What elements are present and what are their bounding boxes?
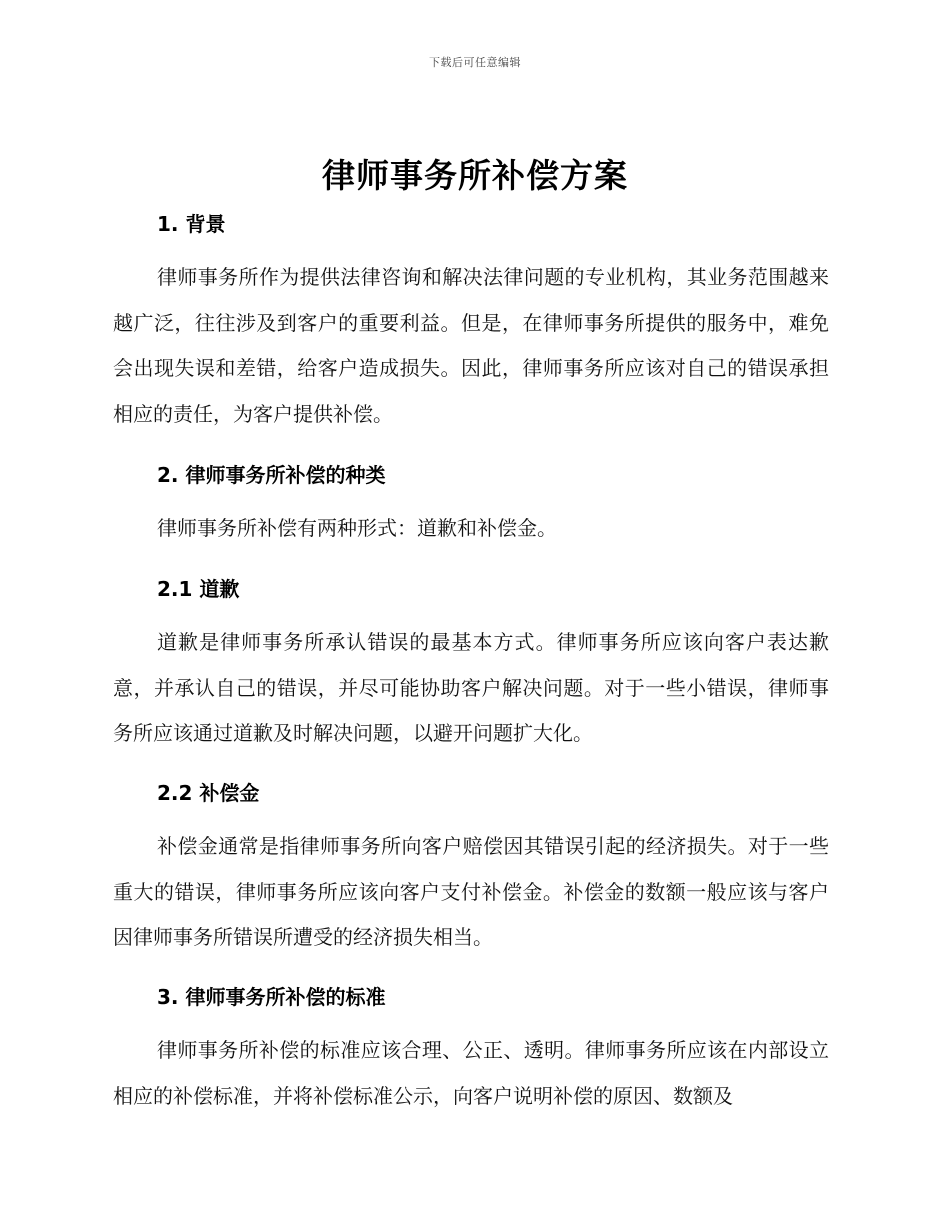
section-heading-apology: 2.1 道歉 [157,577,240,601]
section-paragraph-apology: 道歉是律师事务所承认错误的最基本方式。律师事务所应该向客户表达歉意，并承认自己的错误，并尽可能协助客户解决问题。对于一些小错误，律师事务所应该通过道歉及时解决问题，以避开问题扩大化。 [113,630,829,745]
section-paragraph-standards: 律师事务所补偿的标准应该合理、公正、透明。律师事务所应该在内部设立相应的补偿标准，并将补偿标准公示，向客户说明补偿的原因、数额及 [113,1038,829,1108]
header-note: 下载后可任意编辑 [429,56,521,69]
section-heading-background: 1. 背景 [157,212,226,236]
section-paragraph-types: 律师事务所补偿有两种形式：道歉和补偿金。 [157,516,557,540]
section-heading-standards: 3. 律师事务所补偿的标准 [157,985,386,1009]
section-paragraph-compensation: 补偿金通常是指律师事务所向客户赔偿因其错误引起的经济损失。对于一些重大的错误，律师事务所应该向客户支付补偿金。补偿金的数额一般应该与客户因律师事务所错误所遭受的经济损失相当。 [113,834,829,949]
section-paragraph-background: 律师事务所作为提供法律咨询和解决法律问题的专业机构，其业务范围越来越广泛，往往涉及到客户的重要利益。但是，在律师事务所提供的服务中，难免会出现失误和差错，给客户造成损失。因此，律师事务所应该对自己的错误承担相应的责任，为客户提供补偿。 [113,265,829,426]
document-title: 律师事务所补偿方案 [322,156,628,195]
section-heading-types: 2. 律师事务所补偿的种类 [157,463,386,487]
section-heading-compensation: 2.2 补偿金 [157,781,260,805]
